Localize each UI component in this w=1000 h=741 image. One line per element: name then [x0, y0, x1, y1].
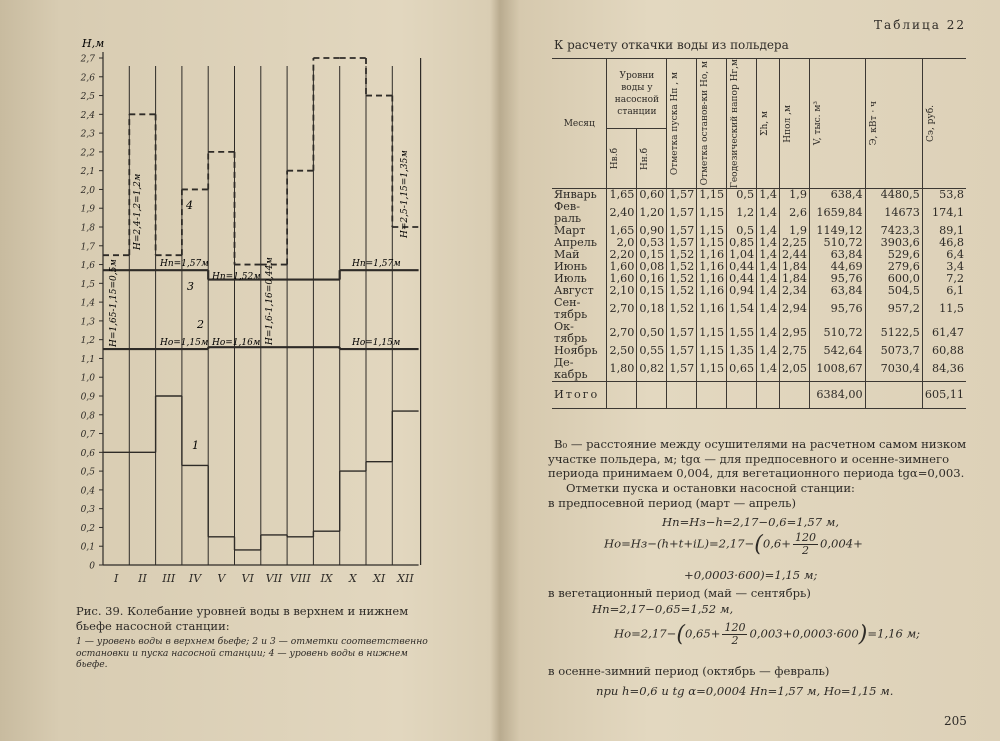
- cell-hp: 1,57: [667, 321, 697, 345]
- cell-v: 1008,67: [809, 357, 865, 382]
- cell-sh: 1,4: [757, 357, 780, 382]
- cell-c: 7,2: [922, 273, 966, 285]
- y-tick-label: 1,1: [80, 354, 95, 365]
- cell-hvb: 2,70: [607, 297, 637, 321]
- cell-hg: 1,55: [727, 321, 757, 345]
- paragraph-vegetation: в вегетационный период (май — сентябрь): [548, 586, 811, 600]
- cell-v: 95,76: [809, 297, 865, 321]
- cell-month: Январь: [554, 188, 597, 202]
- y-tick-label: 0,4: [80, 486, 95, 497]
- col-energy: Э, кВт · ч: [868, 101, 879, 146]
- cell-e: 7030,4: [865, 357, 922, 382]
- head-label-nov: H=2,5-1,15=1,35м: [400, 150, 410, 238]
- curve-number-1: 1: [192, 439, 199, 452]
- cell-c: 6,1: [922, 285, 966, 297]
- figure-caption: Рис. 39. Колебание уровней воды в верхнем и нижнем бьефе насосной станции:: [76, 604, 409, 633]
- cell-hpol: 2,44: [780, 249, 810, 261]
- left-page: [0, 0, 496, 741]
- cell-month: Ок- тябрь: [554, 320, 588, 346]
- hn-label-3: Hп=1,57м: [352, 259, 401, 269]
- cell-hnb: 0,50: [637, 321, 667, 345]
- y-tick-label: 0,2: [80, 523, 95, 534]
- cell-hp: 1,57: [667, 357, 697, 382]
- cell-e: 504,5: [865, 285, 922, 297]
- cell-v: 510,72: [809, 321, 865, 345]
- eq4-lhs: Hо=2,17−: [614, 626, 677, 641]
- cell-sh: 1,4: [757, 273, 780, 285]
- y-tick-label: 2,0: [80, 185, 95, 196]
- cell-hpol: 1,9: [780, 189, 810, 202]
- eq2-numerator: 120: [794, 531, 816, 544]
- col-cost: Cэ, руб.: [925, 105, 936, 143]
- eq2-tail: 0,004+: [819, 536, 863, 551]
- cell-ho: 1,16: [697, 261, 727, 273]
- cell-hg: 1,2: [727, 201, 757, 225]
- x-tick-label: XI: [373, 572, 386, 585]
- right-page: [504, 0, 1000, 741]
- cell-hp: 1,52: [667, 285, 697, 297]
- equation-ho-presowing-cont: +0,0003·600)=1,15 м;: [684, 568, 818, 582]
- y-tick-label: 1,6: [80, 261, 95, 272]
- y-tick-label: 2,2: [80, 148, 95, 159]
- y-tick-label: 0,3: [80, 505, 95, 516]
- cell-c: 84,36: [922, 357, 966, 382]
- x-tick-label: IV: [188, 572, 202, 585]
- cell-hp: 1,57: [667, 225, 697, 237]
- equation-hp-presowing: Hп=Hз−h=2,17−0,6=1,57 м,: [662, 515, 840, 529]
- x-tick-label: VIII: [289, 572, 311, 585]
- total-label: Итого: [554, 388, 600, 402]
- paragraph-marks: Отметки пуска и остановки насосной станции:: [566, 481, 855, 495]
- cell-hpol: 1,84: [780, 261, 810, 273]
- col-volume: V, тыс. м³: [812, 101, 823, 146]
- cell-hnb: 0,60: [637, 189, 667, 202]
- col-stop: Отметка останов-ки Hо, м: [700, 61, 711, 186]
- cell-v: 510,72: [809, 237, 865, 249]
- y-tick-label: 0,5: [80, 467, 95, 478]
- y-tick-label: 1,5: [80, 279, 95, 290]
- cell-hg: 0,5: [727, 189, 757, 202]
- y-axis-label: H,м: [82, 37, 105, 50]
- cell-sh: 1,4: [757, 345, 780, 357]
- cell-hpol: 1,9: [780, 225, 810, 237]
- cell-month: Май: [554, 248, 580, 262]
- cell-hg: 0,44: [727, 261, 757, 273]
- paragraph-autumn: в осенне-зимний период (октябрь — февраль): [548, 664, 830, 678]
- curve-number-2: 2: [197, 318, 204, 331]
- cell-month: Фев- раль: [554, 200, 582, 226]
- cell-ho: 1,15: [697, 345, 727, 357]
- water-level-chart: [0, 0, 496, 600]
- hn-label-2: Hп=1,52м: [212, 272, 261, 282]
- eq2-term: 0,6+: [762, 536, 791, 551]
- cell-hpol: 2,75: [780, 345, 810, 357]
- cell-v: 95,76: [809, 273, 865, 285]
- cell-sh: 1,4: [757, 225, 780, 237]
- cell-hvb: 1,60: [607, 273, 637, 285]
- col-hvb: Hв.б: [610, 148, 621, 170]
- cell-e: 4480,5: [865, 189, 922, 202]
- cell-hnb: 0,15: [637, 285, 667, 297]
- cell-sh: 1,4: [757, 189, 780, 202]
- cell-hnb: 1,20: [637, 201, 667, 225]
- cell-ho: 1,15: [697, 357, 727, 382]
- cell-hg: 0,44: [727, 273, 757, 285]
- ho-label-3: Hо=1,15м: [352, 338, 401, 348]
- cell-hvb: 2,40: [607, 201, 637, 225]
- ho-label-2: Hо=1,16м: [212, 338, 261, 348]
- cell-month: Август: [554, 284, 594, 298]
- col-sum-h: Σh, м: [760, 111, 771, 136]
- cell-month: Де- кабрь: [554, 356, 588, 382]
- cell-hnb: 0,08: [637, 261, 667, 273]
- cell-month: Сен- тябрь: [554, 296, 588, 322]
- cell-e: 7423,3: [865, 225, 922, 237]
- y-tick-label: 2,7: [80, 54, 95, 65]
- hn-label-1: Hп=1,57м: [160, 259, 209, 269]
- cell-hpol: 2,05: [780, 357, 810, 382]
- table-row: [552, 297, 966, 321]
- cell-hpol: 2,25: [780, 237, 810, 249]
- y-tick-label: 0,1: [80, 542, 95, 553]
- y-tick-label: 1,7: [80, 242, 95, 253]
- y-tick-label: 2,1: [80, 167, 95, 178]
- cell-ho: 1,16: [697, 285, 727, 297]
- curve-number-4: 4: [186, 199, 193, 212]
- cell-hnb: 0,16: [637, 273, 667, 285]
- cell-hnb: 0,90: [637, 225, 667, 237]
- y-tick-label: 0,9: [80, 392, 95, 403]
- cell-hvb: 1,65: [607, 189, 637, 202]
- cell-hvb: 2,0: [607, 237, 637, 249]
- cell-sh: 1,4: [757, 261, 780, 273]
- eq4-term: 0,65+: [684, 626, 721, 641]
- table-row: [552, 201, 966, 225]
- table-row: [552, 321, 966, 345]
- cell-ho: 1,15: [697, 201, 727, 225]
- col-levels-group: Уровни воды у насосной станции: [607, 59, 667, 129]
- cell-hnb: 0,55: [637, 345, 667, 357]
- eq4-numerator: 120: [724, 621, 746, 634]
- cell-month: Апрель: [554, 236, 597, 250]
- cell-month: Июнь: [554, 260, 588, 274]
- cell-hvb: 1,65: [607, 225, 637, 237]
- cell-hg: 0,5: [727, 225, 757, 237]
- table-row: [552, 285, 966, 297]
- cell-e: 529,6: [865, 249, 922, 261]
- x-tick-label: V: [217, 572, 226, 585]
- cell-hpol: 2,95: [780, 321, 810, 345]
- cell-v: 1659,84: [809, 201, 865, 225]
- x-tick-label: VI: [241, 572, 254, 585]
- head-label-jan: H=1,65-1,15=0,5м: [109, 259, 119, 347]
- eq4-result: =1,16 м;: [867, 626, 921, 641]
- equation-ho-vegetation: Hо=2,17−(0,65+ $\frac{120}{2}$ 0,003+0,0003·600)=1,16 м;: [614, 621, 921, 647]
- cell-hpol: 1,84: [780, 273, 810, 285]
- y-tick-label: 1,2: [80, 336, 95, 347]
- table-row: [552, 357, 966, 382]
- cell-hp: 1,57: [667, 201, 697, 225]
- cell-sh: 1,4: [757, 321, 780, 345]
- cell-sh: 1,4: [757, 285, 780, 297]
- paragraph-b0: B₀ — расстояние между осушителями на расчетном самом низком участке польдера, м; tgα — для предпосевного и осенне-зимнего периода принимаем 0,004, для вегетационного периода tgα=0,003.: [548, 437, 967, 480]
- col-hpol: Hпол ,м: [783, 104, 794, 143]
- cell-e: 600,0: [865, 273, 922, 285]
- eq2-lhs: Hо=Hз−(h+t+iL)=2,17−: [604, 536, 755, 551]
- cell-hnb: 0,15: [637, 249, 667, 261]
- cell-sh: 1,4: [757, 201, 780, 225]
- eq4-denominator: 2: [731, 634, 739, 647]
- cell-e: 5122,5: [865, 321, 922, 345]
- page-number: 205: [944, 714, 967, 728]
- cell-ho: 1,15: [697, 189, 727, 202]
- ho-label-1: Hо=1,15м: [160, 338, 209, 348]
- cell-sh: 1,4: [757, 237, 780, 249]
- cell-e: 5073,7: [865, 345, 922, 357]
- x-tick-label: I: [113, 572, 119, 585]
- equation-hp-vegetation: Hп=2,17−0,65=1,52 м,: [592, 602, 734, 616]
- total-cost: 605,11: [922, 382, 966, 409]
- cell-hpol: 2,6: [780, 201, 810, 225]
- y-tick-label: 1,0: [80, 373, 95, 384]
- head-label-feb: H=2,4-1,2=1,2м: [133, 173, 143, 250]
- table-row: [552, 189, 966, 202]
- cell-v: 542,64: [809, 345, 865, 357]
- cell-hpol: 2,34: [780, 285, 810, 297]
- cell-ho: 1,15: [697, 321, 727, 345]
- x-tick-label: X: [348, 572, 357, 585]
- paragraph-presowing: в предпосевной период (март — апрель): [548, 496, 796, 510]
- x-tick-label: XII: [397, 572, 414, 585]
- cell-c: 6,4: [922, 249, 966, 261]
- cell-hnb: 0,82: [637, 357, 667, 382]
- cell-c: 53,8: [922, 189, 966, 202]
- cell-month: Ноябрь: [554, 344, 598, 358]
- y-tick-label: 0,7: [80, 430, 95, 441]
- cell-hp: 1,52: [667, 249, 697, 261]
- curve-number-3: 3: [187, 280, 194, 293]
- cell-e: 3903,6: [865, 237, 922, 249]
- x-tick-label: IX: [320, 572, 333, 585]
- figure-legend: 1 — уровень воды в верхнем бьефе; 2 и 3 — отметки соответственно остановки и пуска насосной станции; 4 — уровень воды в нижнем бьефе.: [76, 636, 428, 670]
- cell-hp: 1,57: [667, 189, 697, 202]
- cell-e: 279,6: [865, 261, 922, 273]
- table-number: Таблица 22: [874, 18, 966, 32]
- cell-hnb: 0,53: [637, 237, 667, 249]
- cell-sh: 1,4: [757, 297, 780, 321]
- cell-hvb: 2,10: [607, 285, 637, 297]
- cell-hvb: 1,80: [607, 357, 637, 382]
- cell-hvb: 2,50: [607, 345, 637, 357]
- col-hnb: Hн.б: [640, 147, 651, 170]
- y-tick-label: 1,3: [80, 317, 95, 328]
- cell-ho: 1,15: [697, 225, 727, 237]
- cell-month: Март: [554, 224, 586, 238]
- y-tick-label: 1,4: [80, 298, 95, 309]
- cell-c: 46,8: [922, 237, 966, 249]
- eq4-tail: 0,003+0,0003·600: [749, 626, 859, 641]
- cell-ho: 1,16: [697, 249, 727, 261]
- cell-hnb: 0,18: [637, 297, 667, 321]
- cell-c: 174,1: [922, 201, 966, 225]
- cell-hp: 1,57: [667, 237, 697, 249]
- cell-hvb: 2,20: [607, 249, 637, 261]
- cell-hpol: 2,94: [780, 297, 810, 321]
- y-tick-label: 0,6: [80, 448, 95, 459]
- y-tick-label: 0,8: [80, 411, 95, 422]
- table-title: К расчету откачки воды из польдера: [554, 38, 789, 52]
- col-geo: Геодезический напор Hг,м: [730, 59, 741, 189]
- table-row: [552, 345, 966, 357]
- cell-hvb: 2,70: [607, 321, 637, 345]
- cell-hg: 0,65: [727, 357, 757, 382]
- pumping-table: [552, 58, 966, 409]
- cell-hp: 1,52: [667, 261, 697, 273]
- cell-e: 957,2: [865, 297, 922, 321]
- x-tick-label: II: [138, 572, 147, 585]
- y-tick-label: 2,4: [80, 110, 95, 121]
- cell-hp: 1,52: [667, 273, 697, 285]
- cell-hg: 0,94: [727, 285, 757, 297]
- cell-month: Июль: [554, 272, 587, 286]
- y-tick-label: 1,9: [80, 204, 95, 215]
- cell-c: 89,1: [922, 225, 966, 237]
- equation-autumn: при h=0,6 и tg α=0,0004 Hп=1,57 м, Hо=1,15 м.: [596, 684, 894, 698]
- cell-hp: 1,52: [667, 297, 697, 321]
- y-tick-label: 1,8: [80, 223, 95, 234]
- cell-hvb: 1,60: [607, 261, 637, 273]
- y-tick-label: 2,5: [80, 92, 95, 103]
- cell-hp: 1,57: [667, 345, 697, 357]
- cell-v: 638,4: [809, 189, 865, 202]
- x-tick-label: III: [162, 572, 176, 585]
- cell-ho: 1,15: [697, 237, 727, 249]
- eq2-denominator: 2: [801, 544, 809, 557]
- y-tick-label: 2,3: [80, 129, 95, 140]
- cell-c: 60,88: [922, 345, 966, 357]
- cell-v: 63,84: [809, 285, 865, 297]
- col-start: Отметка пуска Hп , м: [670, 71, 681, 176]
- cell-v: 63,84: [809, 249, 865, 261]
- cell-v: 1149,12: [809, 225, 865, 237]
- cell-e: 14673: [865, 201, 922, 225]
- total-volume: 6384,00: [809, 382, 865, 409]
- equation-ho-presowing: Hо=Hз−(h+t+iL)=2,17−(0,6+ $\frac{120}{2}$ 0,004+: [604, 531, 863, 557]
- y-tick-label: 0: [89, 561, 95, 572]
- cell-ho: 1,16: [697, 297, 727, 321]
- y-tick-label: 2,6: [80, 73, 95, 84]
- cell-hg: 0,85: [727, 237, 757, 249]
- x-tick-label: VII: [265, 572, 283, 585]
- head-label-jul: H=1,6-1,16=0,44м: [265, 257, 275, 345]
- cell-c: 3,4: [922, 261, 966, 273]
- cell-hg: 1,35: [727, 345, 757, 357]
- cell-sh: 1,4: [757, 249, 780, 261]
- cell-hg: 1,04: [727, 249, 757, 261]
- cell-c: 61,47: [922, 321, 966, 345]
- cell-v: 44,69: [809, 261, 865, 273]
- cell-c: 11,5: [922, 297, 966, 321]
- col-month: Месяц: [563, 118, 595, 129]
- cell-hg: 1,54: [727, 297, 757, 321]
- cell-ho: 1,16: [697, 273, 727, 285]
